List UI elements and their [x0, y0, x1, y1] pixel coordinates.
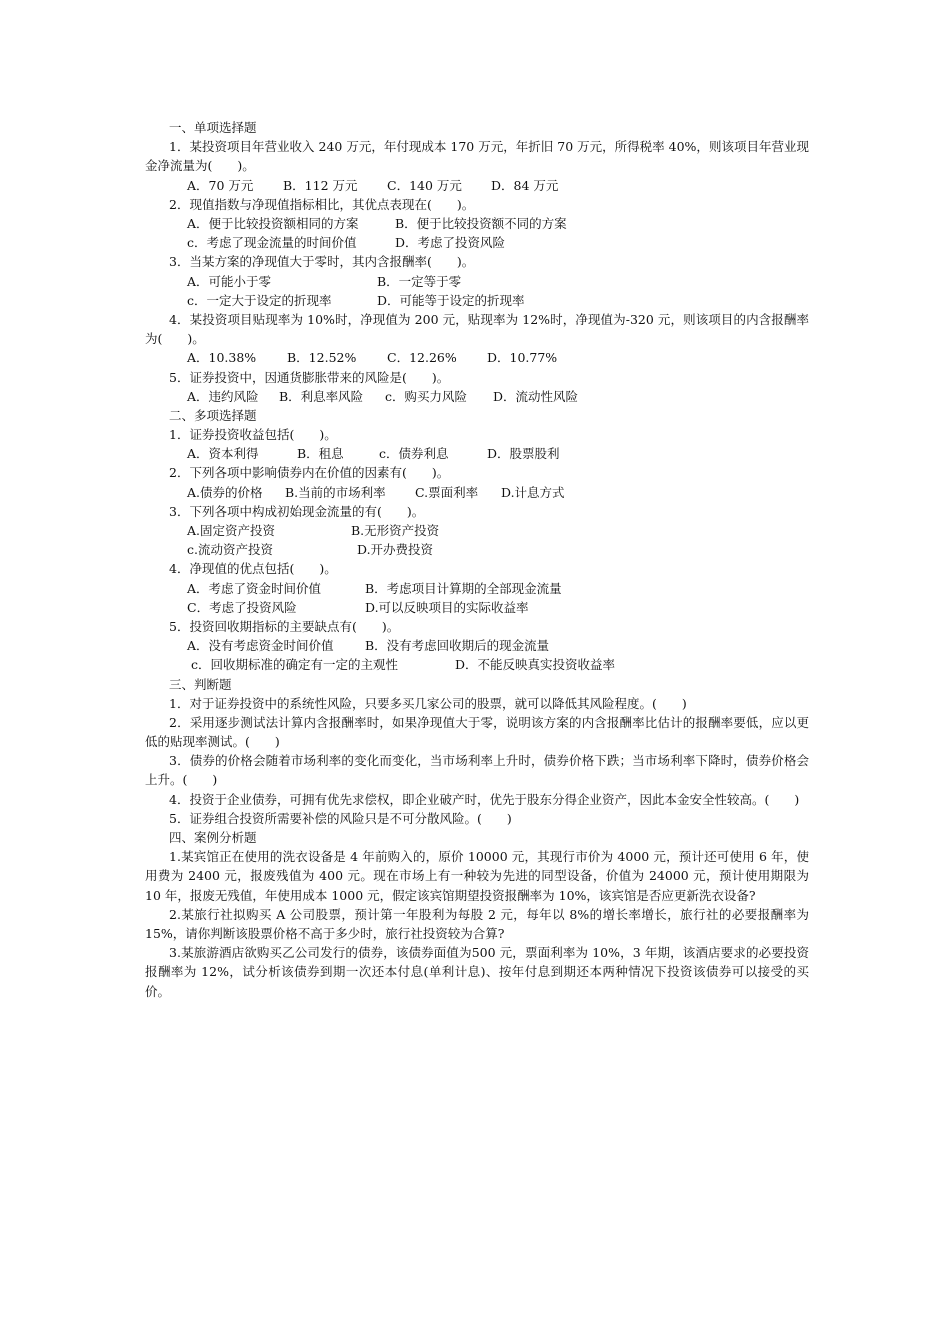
- option: B．112 万元: [283, 177, 358, 193]
- option: c．一定大于设定的折现率: [187, 292, 332, 308]
- option: D．考虑了投资风险: [395, 235, 506, 251]
- s4-question-3: 3.某旅游酒店欲购买乙公司发行的债券，该债券面值为500 元，票面利率为 10%，3 年期，该酒店要求的必要投资报酬率为 12%，试分析该债券到期一次还本付息(单利计息)、按年付息到期还本两种情况下投资该债券可以接受的买价。: [145, 945, 809, 999]
- s1-question-5: 5．证券投资中，因通货膨胀带来的风险是( )。: [169, 369, 450, 385]
- option: A．违约风险: [187, 388, 259, 404]
- s3-question-1: 1．对于证券投资中的系统性风险，只要多买几家公司的股票，就可以降低其风险程度。( ): [169, 695, 687, 711]
- option: c．考虑了现金流量的时间价值: [187, 235, 357, 251]
- s1-q3-options-row1: [145, 272, 809, 291]
- option: B.无形资产投资: [351, 523, 440, 538]
- s1-q4-options: [145, 348, 809, 367]
- option: D.可以反映项目的实际收益率: [365, 599, 529, 615]
- s1-q1-options: [145, 176, 809, 195]
- option: B．12.52%: [287, 350, 357, 366]
- option: D．10.77%: [487, 350, 558, 366]
- s1-question-3: 3．当某方案的净现值大于零时，其内含报酬率( )。: [169, 254, 475, 270]
- option: D．流动性风险: [493, 388, 579, 404]
- option: c．债券利息: [379, 446, 449, 462]
- s4-question-1: 1.某宾馆正在使用的洗衣设备是 4 年前购入的，原价 10000 元，其现行市价为 4000 元，预计还可使用 6 年，使用费为 2400 元，报废残值为 400 元。现在市场上有一种较为先进的同型设备，价值为 24000 元，预计使用期限为 10 年，报废无残值，年使用成本 1000 元，假定该宾馆期望投资报酬率为 10%，该宾馆是否应更新洗衣设备?: [145, 849, 809, 903]
- s4-question-2: 2.某旅行社拟购买 A 公司股票，预计第一年股利为每股 2 元，每年以 8%的增长率增长，旅行社的必要报酬率为 15%，请你判断该股票价格不高于多少时，旅行社投资较为合算?: [145, 906, 809, 942]
- s1-q5-options: [145, 387, 809, 406]
- s3-question-2: 2．采用逐步测试法计算内含报酬率时，如果净现值大于零，说明该方案的内含报酬率比估计的报酬率要低，应以更低的贴现率测试。( ): [145, 714, 809, 750]
- s1-q2-options-row1: [145, 214, 809, 233]
- option: B．考虑项目计算期的全部现金流量: [365, 580, 562, 596]
- s2-question-2: 2．下列各项中影响债券内在价值的因素有( )。: [169, 465, 450, 481]
- s2-question-4: 4．净现值的优点包括( )。: [169, 561, 337, 577]
- s2-question-1: 1．证券投资收益包括( )。: [169, 427, 337, 443]
- option: A．没有考虑资金时间价值: [187, 638, 334, 654]
- option: B．便于比较投资额不同的方案: [395, 215, 567, 231]
- s2-q2-options: [145, 483, 809, 502]
- section-title-single-choice: 一、单项选择题: [169, 120, 257, 135]
- section-title-true-false: 三、判断题: [169, 676, 232, 692]
- option: B．没有考虑回收期后的现金流量: [365, 638, 550, 654]
- s2-q3-options-row1: [145, 521, 809, 540]
- s2-q5-options-row1: [145, 636, 809, 655]
- s3-question-5: 5．证券组合投资所需要补偿的风险只是不可分散风险。( ): [169, 810, 512, 826]
- option: c.流动资产投资: [187, 542, 273, 558]
- s2-q4-options-row2: [145, 598, 809, 617]
- option: C.票面利率: [415, 484, 479, 500]
- option: D．84 万元: [491, 177, 559, 193]
- s1-q2-options-row2: [145, 233, 809, 252]
- section-title-case-analysis: 四、案例分析题: [169, 830, 257, 846]
- option: C．140 万元: [387, 177, 462, 193]
- option: A．考虑了资金时间价值: [187, 580, 322, 596]
- s1-question-4: 4．某投资项目贴现率为 10%时，净现值为 200 元，贴现率为 12%时，净现值为-320 元，则该项目的内含报酬率为( )。: [145, 311, 809, 347]
- document-page: [145, 118, 809, 1001]
- option: D．可能等于设定的折现率: [377, 292, 525, 308]
- section-title-multiple-choice: 二、多项选择题: [169, 407, 257, 423]
- option: A．70 万元: [187, 177, 254, 193]
- option: B．一定等于零: [377, 273, 462, 289]
- option: B．租息: [297, 446, 344, 462]
- s1-q3-options-row2: [145, 291, 809, 310]
- option: A．10.38%: [187, 350, 257, 366]
- option: A．可能小于零: [187, 273, 272, 289]
- option: A.固定资产投资: [187, 523, 276, 538]
- option: A．便于比较投资额相同的方案: [187, 215, 359, 231]
- option: A．资本利得: [187, 446, 259, 462]
- option: B.当前的市场利率: [285, 484, 386, 500]
- option: c．回收期标准的确定有一定的主观性: [191, 657, 399, 673]
- s2-q1-options: [145, 444, 809, 463]
- option: C．考虑了投资风险: [187, 599, 297, 615]
- option: D．股票股利: [487, 446, 560, 462]
- option: D.开办费投资: [357, 542, 434, 558]
- s2-q4-options-row1: [145, 579, 809, 598]
- s2-question-5: 5．投资回收期指标的主要缺点有( )。: [169, 618, 400, 634]
- s2-q5-options-row2: [145, 655, 809, 674]
- s3-question-4: 4．投资于企业债券，可拥有优先求偿权，即企业破产时，优先于股东分得企业资产，因此本金安全性较高。( ): [169, 791, 800, 807]
- option: A.债券的价格: [187, 484, 263, 500]
- s2-q3-options-row2: [145, 540, 809, 559]
- option: D.计息方式: [501, 484, 565, 500]
- s3-question-3: 3．债券的价格会随着市场利率的变化而变化，当市场利率上升时，债券价格下跌；当市场利率下降时，债券价格会上升。( ): [145, 753, 809, 788]
- option: c．购买力风险: [385, 388, 468, 404]
- option: D．不能反映真实投资收益率: [455, 657, 616, 673]
- option: C．12.26%: [387, 350, 457, 366]
- s1-question-1: 1．某投资项目年营业收入 240 万元，年付现成本 170 万元，年折旧 70 万元，所得税率 40%，则该项目年营业现金净流量为( )。: [145, 139, 809, 174]
- s1-question-2: 2．现值指数与净现值指标相比，其优点表现在( )。: [169, 196, 475, 212]
- s2-question-3: 3．下列各项中构成初始现金流量的有( )。: [169, 503, 425, 519]
- option: B．利息率风险: [279, 388, 364, 404]
